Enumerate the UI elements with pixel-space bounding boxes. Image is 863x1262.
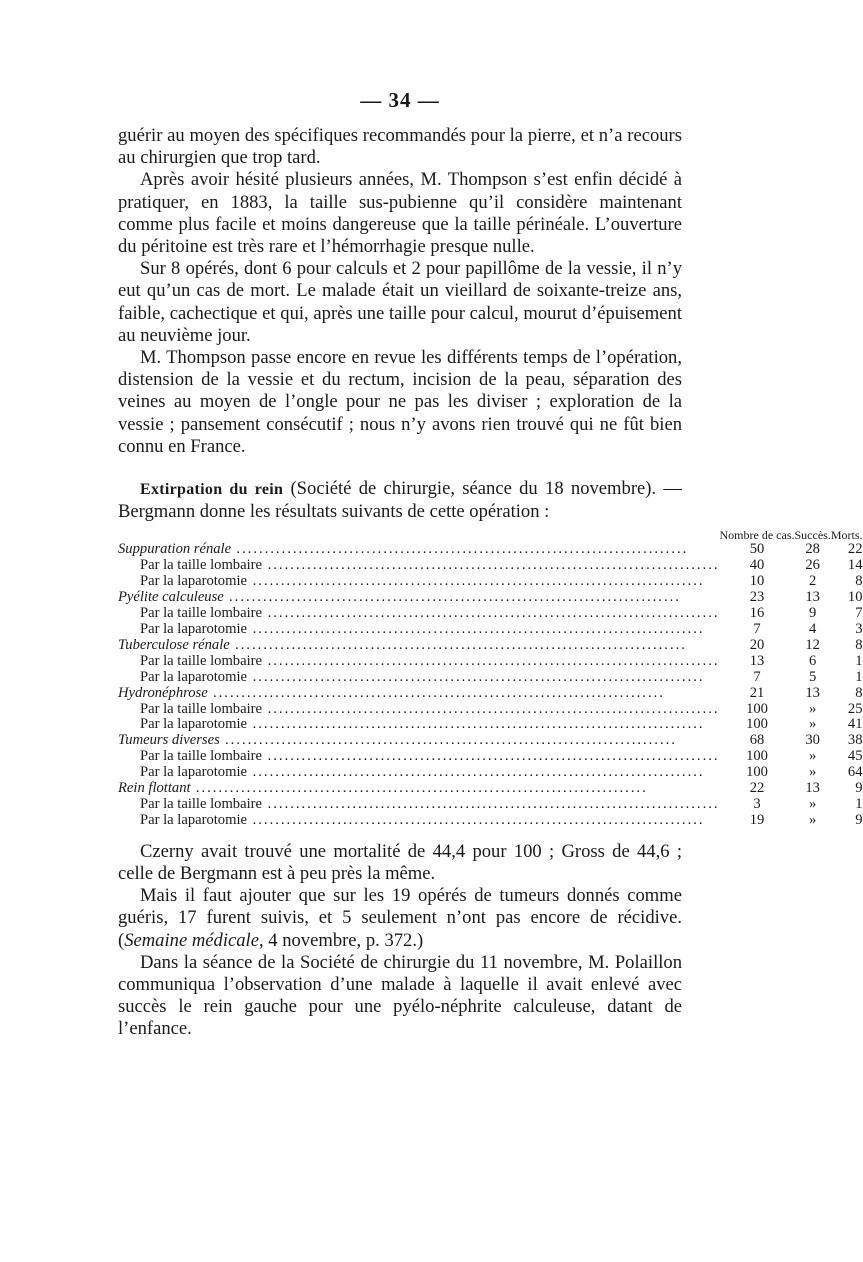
section-paragraph [118,478,682,523]
page-number: — 34 — [360,88,440,112]
row-label: Par la taille lombaire [140,557,262,574]
cell-success: 26 [805,557,820,574]
cell-success: » [809,700,817,717]
cell-cases: 100 [746,716,768,733]
cell-success: 2 [809,573,817,590]
table-row [118,702,863,718]
cell-cases: 100 [746,764,768,781]
leader-dots: ................................................................................ [229,636,688,653]
cell-deaths: 7 [855,605,863,622]
body-text-bottom [118,841,682,1041]
paragraph-part: , 4 novembre, p. 372.) [258,929,424,951]
leader-dots: ................................................................................ [246,620,705,637]
row-label: Hydronéphrose [118,684,208,701]
leader-dots: ................................................................................ [261,652,720,669]
cell-cases: 19 [749,811,765,828]
row-label: Par la laparotomie [140,573,247,590]
cell-success: 4 [809,620,817,637]
leader-dots: ................................................................................ [190,780,649,797]
cell-cases: 50 [749,541,765,558]
leader-dots: ................................................................................ [219,732,678,749]
table-row-category [118,542,863,558]
cell-deaths: 9 [855,780,863,797]
row-label: Rein flottant [118,780,191,797]
cell-cases: 20 [749,636,765,653]
cell-deaths: 64 [847,764,863,781]
leader-dots: ................................................................................ [246,668,705,685]
table-row [118,574,863,590]
cell-cases: 40 [749,557,765,574]
cell-success: 30 [805,732,820,749]
cell-cases: 7 [753,668,761,685]
section-intro [118,478,682,523]
cell-success: 13 [805,589,820,606]
leader-dots: ................................................................................ [246,811,705,828]
cell-deaths: 41 [847,716,863,733]
leader-dots: ................................................................................ [246,716,705,733]
cell-cases: 22 [749,780,765,797]
table-row-category [118,590,863,606]
cell-success: 9 [809,605,817,622]
paragraph: Czerny avait trouvé une mortalité de 44,4 pour 100 ; Gross de 44,6 ; celle de Bergmann est à peu près la même. [118,840,682,884]
cell-deaths: 38 [847,732,863,749]
table-row [118,749,863,765]
row-label: Par la laparotomie [140,668,247,685]
row-label: Par la laparotomie [140,811,247,828]
cell-deaths: 1 [855,795,863,812]
leader-dots: ................................................................................ [261,605,720,622]
table-row-category [118,781,863,797]
leader-dots: ................................................................................ [246,764,705,781]
row-label: Par la taille lombaire [140,795,262,812]
table-row [118,797,863,813]
section-lead-text: (Société de chirurgie, séance du 18 novembre). — Bergmann donne les résultats suivants de cette opération : [118,478,682,523]
row-label: Suppuration rénale [118,541,232,558]
cell-deaths: 8 [855,636,863,653]
cell-success: » [809,748,817,765]
table-row-category [118,686,863,702]
paragraph: Après avoir hésité plusieurs années, M. Thompson s’est enfin décidé à pratiquer, en 1883, la taille sus-pubienne qu’il considère maintenant comme plus facile et moins dangereuse que la taille périnéale. L’ouverture du péritoine est très rare et l’hémorrhagie presque nulle. [118,169,682,258]
page [118,88,863,1041]
header-cases: Nombre de cas. [719,528,795,543]
table-row [118,765,863,781]
table-row [118,606,863,622]
section-heading: Extirpation du rein [140,481,284,499]
row-label: Par la taille lombaire [140,700,262,717]
paragraph [118,885,682,952]
cell-deaths: 8 [855,684,863,701]
cell-success: » [809,811,817,828]
cell-cases: 13 [749,652,765,669]
leader-dots: ................................................................................ [231,541,689,558]
table-row [118,717,863,733]
cell-deaths: 10 [847,589,863,606]
cell-success: 6 [809,652,817,669]
table-row [118,622,863,638]
cell-success: 5 [809,668,817,685]
table-row-category [118,638,863,654]
table-row [118,654,863,670]
leader-dots: ................................................................................ [261,748,720,765]
cell-deaths: 14 [847,557,863,574]
cell-deaths: 25 [847,700,863,717]
cell-deaths: 45 [847,748,863,765]
cell-cases: 100 [746,700,768,717]
paragraph-part: Mais il faut ajouter que sur les 19 opérés de tumeurs donnés comme guéris, 17 furent suivis, et 5 seulement n’ont pas encore de récidive. ( [118,885,682,951]
leader-dots: ................................................................................ [261,557,720,574]
row-label: Par la taille lombaire [140,652,262,669]
table-row-category [118,733,863,749]
cell-cases: 100 [746,748,768,765]
cell-cases: 16 [749,605,765,622]
cell-deaths: 1 [855,652,863,669]
row-label: Par la laparotomie [140,764,247,781]
table-row [118,813,863,829]
paragraph: guérir au moyen des spécifiques recommandés pour la pierre, et n’a recours au chirurgien que trop tard. [118,125,682,169]
row-label: Tumeurs diverses [118,732,220,749]
cell-success: 12 [805,636,820,653]
table-row [118,670,863,686]
cell-cases: 7 [753,620,761,637]
cell-deaths: 8 [855,573,863,590]
cell-deaths: 9 [855,811,863,828]
leader-dots: ................................................................................ [223,589,682,606]
cell-cases: 21 [749,684,765,701]
cell-success: 28 [805,541,820,558]
row-label: Par la laparotomie [140,716,247,733]
cell-success: » [809,716,817,733]
cell-success: 13 [805,780,820,797]
cell-cases: 23 [749,589,765,606]
cell-deaths: 1 [855,668,863,685]
cell-deaths: 22 [847,541,863,558]
row-label: Par la taille lombaire [140,748,262,765]
leader-dots: ................................................................................ [261,795,720,812]
cell-success: » [809,795,817,812]
leader-dots: ................................................................................ [261,700,720,717]
leader-dots: ................................................................................ [207,684,666,701]
body-text-top [118,125,682,458]
row-label: Par la laparotomie [140,620,247,637]
table-row [118,558,863,574]
results-table [118,529,863,828]
cell-cases: 68 [749,732,765,749]
paragraph: Sur 8 opérés, dont 6 pour calculs et 2 pour papillôme de la vessie, il n’y eut qu’un cas de mort. Le malade était un vieillard de soixante-treize ans, faible, cachectique et qui, après une taille pour calcul, mourut d’épuisement au neuvième jour. [118,258,682,346]
cell-cases: 10 [749,573,765,590]
row-label: Pyélite calculeuse [118,589,224,606]
cell-success: » [809,764,817,781]
cell-success: 13 [805,684,820,701]
citation-title: Semaine médicale [124,929,259,951]
paragraph: Dans la séance de la Société de chirurgie du 11 novembre, M. Polaillon communiqua l’observation d’une malade à laquelle il avait enlevé avec succès le rein gauche pour une pyélo-néphrite calculeuse, datant de l’enfance. [118,951,682,1040]
row-label: Tuberculose rénale [118,636,230,653]
cell-cases: 3 [753,795,761,812]
header-success: Succès. [794,528,831,543]
header-deaths: Morts. [830,528,863,543]
leader-dots: ................................................................................ [246,573,705,590]
row-label: Par la taille lombaire [140,605,262,622]
paragraph: M. Thompson passe encore en revue les différents temps de l’opération, distension de la vessie et du rectum, incision de la peau, séparation des veines au moyen de l’ongle pour ne pas les diviser ; exploration de la vessie ; pansement consécutif ; nous n’y avons rien trouvé qui ne fût bien connu en France. [118,347,682,457]
cell-deaths: 3 [855,620,863,637]
